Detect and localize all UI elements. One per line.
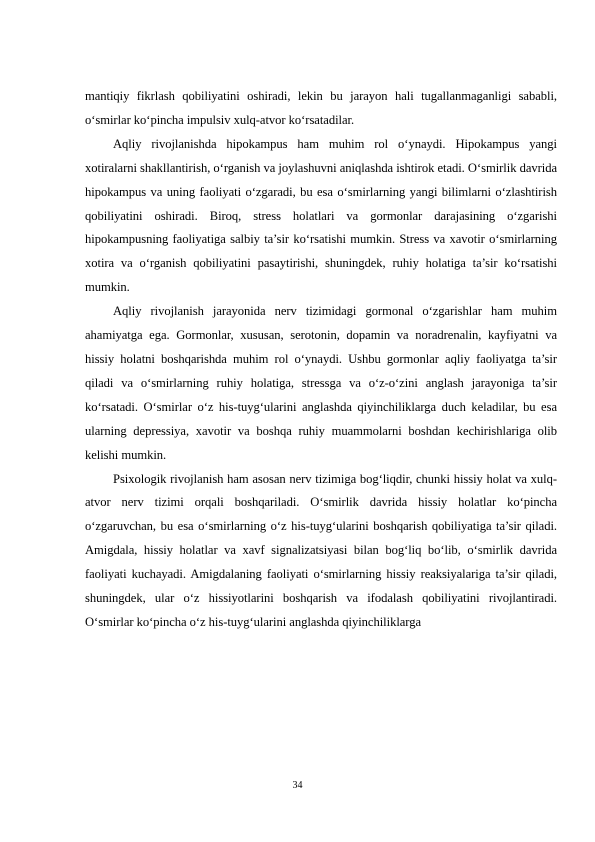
paragraph-hippocampus: Aqliy rivojlanishda hipokampus ham muhim rol o‘ynaydi. Hipokampus yangi xotiralarni shakllantirish, o‘rganish va joylashuvni aniqlashda ishtirok etadi. O‘smirlik davrida hipokampus va uning faoliyati o‘zgaradi, bu esa o‘smirlarning yangi bilimlarni o‘zlashtirish qobiliyatini oshiradi. Biroq, stress holatlari va gormonlar darajasining o‘zgarishi hipokampusning faoliyatiga salbiy ta’sir ko‘rsatishi mumkin. Stress va xavotir o‘smirlarning xotira va o‘rganish qobiliyatini pasaytirishi, shuningdek, ruhiy holatiga ta’sir ko‘rsatishi mumkin. [85, 136, 557, 295]
paragraph-psychological-development: Psixologik rivojlanish ham asosan nerv tizimiga bog‘liqdir, chunki hissiy holat va xulq-atvor nerv tizimi orqali boshqariladi. O‘smirlik davrida hissiy holatlar ko‘pincha o‘zgaruvchan, bu esa o‘smirlarning o‘z his-tuyg‘ularini boshqarish qobiliyatiga ta’sir qiladi. Amigdala, hissiy holatlar va xavf signalizatsiyasi bilan bog‘liq bo‘lib, o‘smirlik davrida faoliyati kuchayadi. Amigdalaning faoliyati o‘smirlarning hissiy reaksiyalariga ta’sir qiladi, shuningdek, ular o‘z hissiyotlarini boshqarish va ifodalash qobiliyatini rivojlantiradi. O‘smirlar ko‘pincha o‘z his-tuyg‘ularini anglashda qiyinchiliklarga [85, 471, 557, 629]
paragraph-continuation: mantiqiy fikrlash qobiliyatini oshiradi, lekin bu jarayon hali tugallanmaganligi sababli, o‘smirlar ko‘pincha impulsiv xulq-atvor ko‘rsatadilar. [85, 89, 557, 127]
page-number: 34 [292, 780, 303, 791]
paragraph-hormonal-changes: Aqliy rivojlanish jarayonida nerv tizimidagi gormonal o‘zgarishlar ham muhim ahamiyatga ega. Gormonlar, xususan, serotonin, dopamin va noradrenalin, kayfiyatni va hissiy holatni boshqarishda muhim rol o‘ynaydi. Ushbu gormonlar aqliy faoliyatga ta’sir qiladi va o‘smirlarning ruhiy holatiga, stressga va o‘z-o‘zini anglash jarayoniga ta’sir ko‘rsatadi. O‘smirlar o‘z his-tuyg‘ularini anglashda qiyinchiliklarga duch keladilar, bu esa ularning depressiya, xavotir va boshqa ruhiy muammolarni boshdan kechirishlariga olib kelishi mumkin. [85, 304, 557, 462]
body-text [85, 85, 557, 635]
